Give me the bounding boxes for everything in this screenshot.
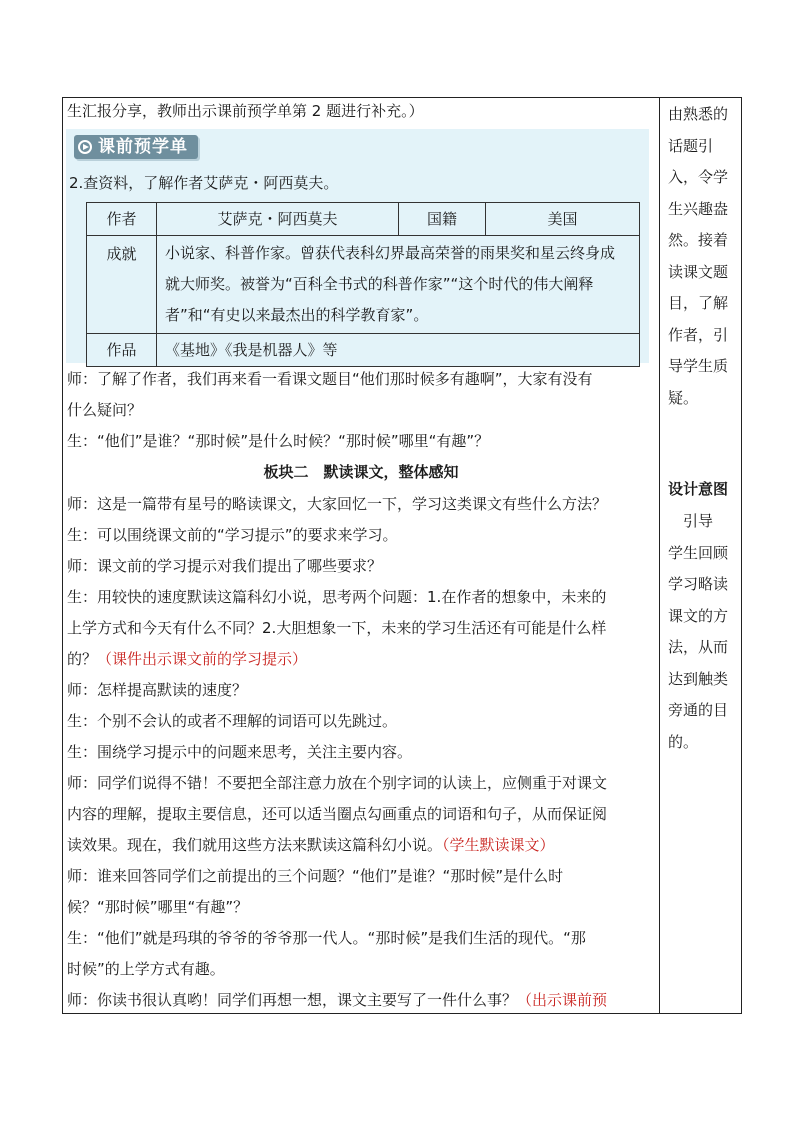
stage-direction: （课件出示课文前的学习提示） — [97, 650, 308, 668]
paragraph-line: 生：个别不会认的或者不理解的词语可以先跳过。 — [67, 712, 398, 730]
stage-direction: （出示课前预 — [517, 991, 608, 1009]
paragraph-line: 时候”的上学方式有趣。 — [67, 960, 225, 978]
paragraph-line: 候？“那时候”哪里“有趣”？ — [67, 898, 249, 916]
paragraph-line: 的？（课件出示课文前的学习提示） — [67, 650, 308, 668]
paragraph-line: 生：围绕学习提示中的问题来思考，关注主要内容。 — [67, 743, 413, 761]
paragraph-line: 师：你读书很认真哟！同学们再想一想，课文主要写了一件什么事？（出示课前预 — [67, 991, 608, 1009]
section-tag-label: 课前预学单 — [98, 137, 188, 157]
paragraph-line: 生：“他们”是谁？“那时候”是什么时候？“那时候”哪里“有趣”？ — [67, 432, 490, 450]
achievement-text — [157, 236, 640, 334]
teaching-process-column — [63, 98, 659, 1013]
nationality-value: 美国 — [486, 203, 640, 236]
paragraph-line: 师：同学们说得不错！不要把全部注意力放在个别字词的认读上，应侧重于对课文 — [67, 774, 608, 792]
achievement-line: 者”和“有史以来最杰出的科学教育家”。 — [165, 306, 429, 324]
achievement-line: 就大师奖。被誉为“百科全书式的科普作家”“这个时代的伟大阐释 — [165, 275, 594, 293]
paragraph-line: 读效果。现在，我们就用这些方法来默读这篇科幻小说。（学生默读课文） — [67, 836, 555, 854]
achievement-label: 成就 — [87, 236, 157, 334]
intro-line: 生汇报分享，教师出示课前预学单第 2 题进行补充。） — [67, 102, 424, 120]
works-value: 《基地》《我是机器人》等 — [157, 334, 640, 367]
section-tag — [74, 135, 198, 159]
side-note-upper: 由熟悉的 话题引 入，令学 生兴趣盎 然。接着 读课文题 目，了解 作者，引 导学生质 疑。 — [668, 105, 729, 407]
play-circle-icon — [78, 140, 92, 154]
question-text: 2.查资料，了解作者艾萨克・阿西莫夫。 — [69, 174, 339, 192]
author-name: 艾萨克・阿西莫夫 — [157, 203, 399, 236]
design-intent-title: 设计意图 — [668, 480, 729, 498]
paragraph-line: 师：这是一篇带有星号的略读课文，大家回忆一下，学习这类课文有些什么方法？ — [67, 495, 608, 513]
works-label: 作品 — [87, 334, 157, 367]
author-info-table — [86, 202, 640, 367]
paragraph-line: 生：用较快的速度默读这篇科幻小说，思考两个问题：1.在作者的想象中，未来的 — [67, 588, 607, 606]
author-label: 作者 — [87, 203, 157, 236]
lesson-plan-table — [62, 97, 742, 1014]
paragraph-line: 师：课文前的学习提示对我们提出了哪些要求？ — [67, 557, 383, 575]
paragraph-line: 师：了解了作者，我们再来看一看课文题目“他们那时候多有趣啊”，大家有没有 — [67, 370, 593, 388]
paragraph-line: 师：怎样提高默读的速度？ — [67, 681, 248, 699]
nationality-label: 国籍 — [399, 203, 486, 236]
section-heading: 板块二 默读课文，整体感知 — [263, 463, 459, 481]
side-note-lower: 引导 学生回顾 学习略读 课文的方 法，从而 达到触类 旁通的目 的。 — [668, 512, 729, 751]
paragraph-line: 什么疑问？ — [67, 401, 143, 419]
achievement-line: 小说家、科普作家。曾获代表科幻界最高荣誉的雨果奖和星云终身成 — [165, 244, 616, 262]
stage-direction: （学生默读课文） — [442, 836, 555, 854]
paragraph-line: 师：谁来回答同学们之前提出的三个问题？“他们”是谁？“那时候”是什么时 — [67, 867, 564, 885]
paragraph-line: 内容的理解，提取主要信息，还可以适当圈点勾画重点的词语和句子，从而保证阅 — [67, 805, 608, 823]
paragraph-line: 上学方式和今天有什么不同？2.大胆想象一下，未来的学习生活还有可能是什么样 — [67, 619, 607, 637]
paragraph-line: 生：可以围绕课文前的“学习提示”的要求来学习。 — [67, 526, 398, 544]
design-notes-column — [660, 98, 742, 1013]
paragraph-line: 生：“他们”就是玛琪的爷爷的爷爷那一代人。“那时候”是我们生活的现代。“那 — [67, 929, 586, 947]
